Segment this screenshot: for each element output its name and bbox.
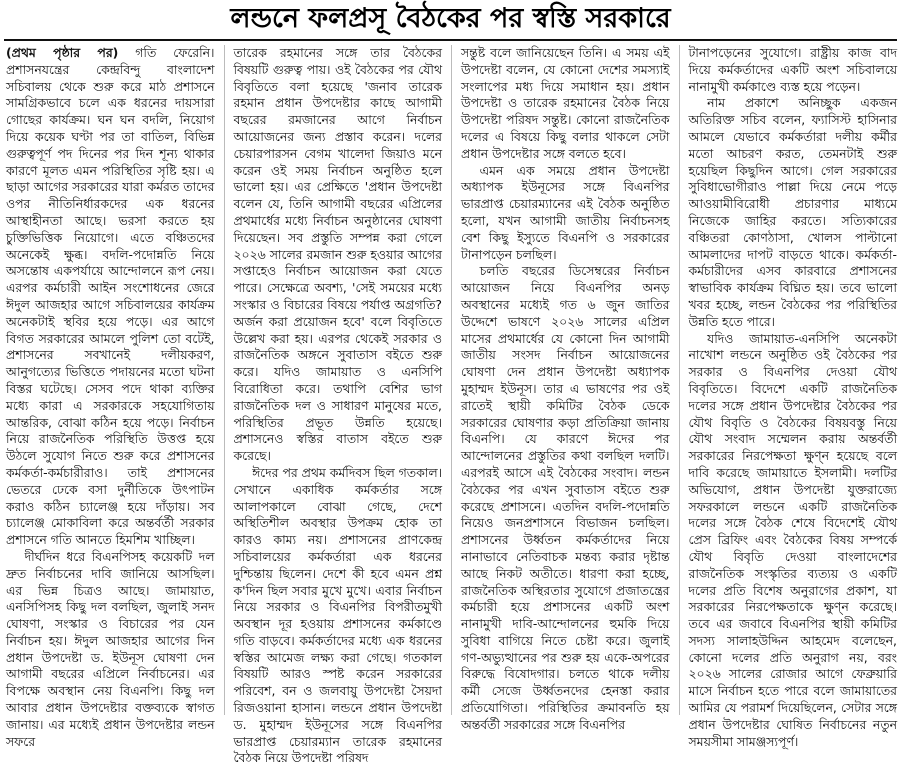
paragraph: নাম প্রকাশে অনিচ্ছুক একজন অতিরিক্ত সচিব বলেন, ফ্যাসিস্ট হাসিনার আমলে যেভাবে কর্মকর্তারা দলীয় কর্মীর মতো আচরণ করত, তেমনটাই শুরু হয়েছিল কিছুদিন আগে। গেল সরকারের সুবিধাভোগীরাও পাল্লা দিয়ে নেমে পড়ে আওয়ামীবিরোধী প্রচারণার মাধ্যমে নিজেকে জাহির করতে। সত্যিকারের বঞ্চিতরা কোণঠাসা, খোলস পাল্টানো আমলাদের দাপট বাড়তে থাকে। কর্মকর্তা-কর্মচারীদের এসব কারবারে প্রশাসনের স্বাভাবিক কার্যক্রম বিঘ্নিত হয়। তবে ভালো খবর হচ্ছে, লন্ডন বৈঠকের পর পরিস্থিতির উন্নতি হতে পারে। xyxy=(688,95,897,329)
column-1 xyxy=(6,45,215,749)
column-divider xyxy=(224,45,225,715)
column-2 xyxy=(233,45,443,766)
paragraph: তারেক রহমানের সঙ্গে তার বৈঠকের বিষয়টি গুরুত্ব পায়। ওই বৈঠকের পর যৌথ বিবৃতিতে বলা হয়েছে 'জনাব তারেক রহমান প্রধান উপদেষ্টার কাছে আগামী বছরের রমজানের আগে নির্বাচন আয়োজনের জন্য প্রস্তাব করেন। দলের চেয়ারপারসন বেগম খালেদা জিয়াও মনে করেন ওই সময় নির্বাচন অনুষ্ঠিত হলে ভালো হয়। এর প্রেক্ষিতে 'প্রধান উপদেষ্টা বলেন যে, তিনি আগামী বছরের এপ্রিলের প্রথমার্ধের মধ্যে নির্বাচন অনুষ্ঠানের ঘোষণা দিয়েছেন। সব প্রস্তুতি সম্পন্ন করা গেলে ২০২৬ সালের রমজান শুরু হওয়ার আগের সপ্তাহেও নির্বাচন আয়োজন করা যেতে পারে। সেক্ষেত্রে অবশ্য, 'সেই সময়ের মধ্যে সংস্কার ও বিচারের বিষয়ে পর্যাপ্ত অগ্রগতি? অর্জন করা প্রয়োজন হবে' বলে বিবৃতিতে উল্লেখ করা হয়। এরপর থেকেই সরকার ও রাজনৈতিক অঙ্গনে সুবাতাস বইতে শুরু করে। যদিও জামায়াত ও এনসিপি বিরোধিতা করে। তথাপি বেশির ভাগ রাজনৈতিক দল ও সাধারণ মানুষের মতে, পরিস্থিতির প্রভূত উন্নতি হয়েছে। প্রশাসনেও স্বস্তির বাতাস বইতে শুরু করেছে। xyxy=(233,45,442,464)
paragraph: সন্তুষ্ট বলে জানিয়েছেন তিনি। এ সময় এই উপদেষ্টা বলেন, যে কোনো দেশের সমস্যাই সংলাপের মধ্য দিয়ে সমাধান হয়। প্রধান উপদেষ্টা ও তারেক রহমানের বৈঠক নিয়ে উপদেষ্টা পরিষদ সন্তুষ্ট। কোনো রাজনৈতিক দলের এ বিষয়ে কিছু বলার থাকলে সেটা প্রধান উপদেষ্টার সঙ্গে বলতে হবে। xyxy=(461,45,670,161)
paragraph: টানাপড়েনের সুযোগে। রাষ্ট্রীয় কাজ বাদ দিয়ে কর্মকর্তাদের একটি অংশ সচিবালয়ে নানামুখী কর্মকাণ্ডে ব্যস্ত হয়ে পড়েন। xyxy=(688,45,897,94)
headline-rule xyxy=(4,39,897,41)
paragraph: যদিও জামায়াত-এনসিপি অনেকটা নাখোশ লন্ডনে অনুষ্ঠিত ওই বৈঠকের পর সরকার ও বিএনপির দেওয়া যৌথ বিবৃতিতে। বিদেশে একটি রাজনৈতিক দলের সঙ্গে প্রধান উপদেষ্টার বৈঠকের পর যৌথ বিবৃতি ও বৈঠকের বিষয়বস্তু নিয়ে যৌথ সংবাদ সম্মেলন করায় অন্তর্বর্তী সরকারের নিরপেক্ষতা ক্ষুণ্ন হয়েছে বলে দাবি করেছে জামায়াতে ইসলামী। দলটির অভিযোগ, প্রধান উপদেষ্টা যুক্তরাজ্যে সফরকালে লন্ডনে একটি রাজনৈতিক দলের সঙ্গে বৈঠক শেষে বিদেশেই যৌথ প্রেস ব্রিফিং এবং বৈঠকের বিষয় সম্পর্কে যৌথ বিবৃতি দেওয়া বাংলাদেশের রাজনৈতিক সংস্কৃতির ব্যত্যয় ও একটি দলের প্রতি বিশেষ অনুরাগের প্রকাশ, যা সরকারের নিরপেক্ষতাকে ক্ষুণ্ন করেছে। তবে এর জবাবে বিএনপির স্থায়ী কমিটির সদস্য সালাহউদ্দিন আহমেদ বলেছেন, কোনো দলের প্রতি অনুরাগ নয়, বরং ২০২৬ সালের রোজার আগে ফেব্রুয়ারি মাসে নির্বাচন হতে পারে বলে জামায়াতের আমির যে পরামর্শ দিয়েছিলেন, সেটার সঙ্গে প্রধান উপদেষ্টার ঘোষিত নির্বাচনের নতুন সময়সীমা সামঞ্জস্যপূর্ণ। xyxy=(688,330,897,749)
paragraph: এমন এক সময়ে প্রধান উপদেষ্টা অধ্যাপক ইউনূসের সঙ্গে বিএনপির ভারপ্রাপ্ত চেয়ারম্যানের এই বৈঠক অনুষ্ঠিত হলো, যখন আগামী জাতীয় নির্বাচনসহ বেশ কিছু ইস্যুতে বিএনপি ও সরকারের টানাপড়েন চলছিল। xyxy=(461,162,670,262)
paragraph: ঈদের পর প্রথম কর্মদিবস ছিল গতকাল। সেখানে একাধিক কর্মকর্তার সঙ্গে আলাপকালে বোঝা গেছে, দেশে অস্থিতিশীল অবস্থার উপক্রম হোক তা কারও কাম্য নয়। প্রশাসনের প্রাণকেন্দ্র সচিবালয়ের কর্মকর্তারা এক ধরনের দুশ্চিন্তায় ছিলেন। দেশে কী হবে এমন প্রশ্ন ক'দিন ছিল সবার মুখে মুখে। এবার নির্বাচন নিয়ে সরকার ও বিএনপির বিপরীতমুখী অবস্থান দূর হওয়ায় প্রশাসনের কর্মকাণ্ডে গতি বাড়বে। কর্মকর্তাদের মধ্যে এক ধরনের স্বস্তির আমেজ লক্ষ্য করা গেছে। গতকাল বিষয়টি আরও স্পষ্ট করেন সরকারের পরিবেশ, বন ও জলবায়ু উপদেষ্টা সৈয়দা রিজওয়ানা হাসান। লন্ডনে প্রধান উপদেষ্টা ড. মুহাম্মদ ইউনূসের সঙ্গে বিএনপির ভারপ্রাপ্ত চেয়ারম্যান তারেক রহমানের বৈঠক নিয়ে উপদেষ্টা পরিষদ xyxy=(233,464,442,766)
paragraph xyxy=(6,45,215,549)
continuation-tag: (প্রথম পৃষ্ঠার পর) xyxy=(6,45,119,60)
article-body xyxy=(6,45,897,766)
paragraph-text: গতি ফেরেনি। প্রশাসনযন্ত্রের কেন্দ্রবিন্দু বাংলাদেশ সচিবালয় থেকে শুরু করে মাঠ প্রশাসনে সামগ্রিকভাবে চলে এক ধরনের দায়সারা গোছের কার্যক্রম। ঘন ঘন বদলি, নিয়োগ দিয়ে কয়েক ঘণ্টা পর তা বাতিল, বিভিন্ন গুরুত্বপূর্ণ পদ দিনের পর দিন শূন্য থাকার কারণে মূলত এমন পরিস্থিতির সৃষ্টি হয়। এ ছাড়া আগের সরকারের যারা কর্মরত তাদের ওপর নীতিনির্ধারকদের এক ধরনের আস্থাহীনতা আছে। ভরসা করতে হয় চুক্তিভিত্তিক নিয়োগে। এতে বঞ্চিতদের অনেকেই ক্ষুব্ধ। বদলি-পদোন্নতি নিয়ে অসন্তোষ একপর্যায়ে আন্দোলনে রূপ নেয়। এরপর কর্মচারী আইন সংশোধনের জেরে ঈদুল আজহার আগে সচিবালয়ের কার্যক্রম অনেকটাই স্থবির হয়ে পড়ে। এর আগে বিগত সরকারের আমলে পুলিশ তো বটেই, প্রশাসনের সবখানেই দলীয়করণ, আনুগত্যের ভিত্তিতে পদায়নের মতো ঘটনা বিস্তর ঘটেছে। সেসব পদে থাকা ব্যক্তির মধ্যে কারা এ সরকারকে সহযোগিতায় আন্তরিক, বোঝা কঠিন হয়ে পড়ে। নির্বাচন নিয়ে রাজনৈতিক পরিস্থিতি উত্তপ্ত হয়ে উঠলে সুযোগ নিতে শুরু করে প্রশাসনের কর্মকর্তা-কর্মচারীরাও। তাই প্রশাসনের ভেতরে ঢেকে বসা দুর্নীতিকে উৎপাটন করাও কঠিন চ্যালেঞ্জ হয়ে দাঁড়ায়। সব চ্যালেঞ্জ মোকাবিলা করে অন্তর্বর্তী সরকার প্রশাসনে গতি আনতে হিমশিম খাচ্ছিল। xyxy=(6,45,215,548)
article-headline: লন্ডনে ফলপ্রসূ বৈঠকের পর স্বস্তি সরকারে xyxy=(230,3,671,34)
column-divider xyxy=(451,45,452,715)
column-divider xyxy=(679,45,680,715)
column-3 xyxy=(461,45,670,732)
headline-bar xyxy=(0,0,901,40)
column-4 xyxy=(688,45,898,749)
paragraph: দীর্ঘদিন ধরে বিএনপিসহ কয়েকটি দল দ্রুত নির্বাচনের দাবি জানিয়ে আসছিল। এর ভিন্ন চিত্রও আছে। জামায়াত, এনসিপিসহ কিছু দল বলছিল, জুলাই সনদ ঘোষণা, সংস্কার ও বিচারের পর যেন নির্বাচন হয়। ঈদুল আজহার আগের দিন প্রধান উপদেষ্টা ড. ইউনূস ঘোষণা দেন আগামী বছরের এপ্রিলে নির্বাচনের। এর বিপক্ষে অবস্থান নেয় বিএনপি। কিছু দল আবার প্রধান উপদেষ্টার বক্তব্যকে স্বাগত জানায়। এর মধ্যেই প্রধান উপদেষ্টার লন্ডন সফরে xyxy=(6,548,215,749)
paragraph: চলতি বছরের ডিসেম্বরের নির্বাচন আয়োজন নিয়ে বিএনপির অনড় অবস্থানের মধ্যেই গত ৬ জুন জাতির উদ্দেশে ভাষণে ২০২৬ সালের এপ্রিল মাসের প্রথমার্ধের যে কোনো দিন আগামী জাতীয় সংসদ নির্বাচন আয়োজনের ঘোষণা দেন প্রধান উপদেষ্টা অধ্যাপক মুহাম্মদ ইউনূস। তার এ ভাষণের পর ওই রাতেই স্থায়ী কমিটির বৈঠক ডেকে সরকারের ঘোষণার কড়া প্রতিক্রিয়া জানায় বিএনপি। যে কারণে ঈদের পর আন্দোলনের প্রস্তুতির কথা বলছিল দলটি। এরপরই আসে এই বৈঠকের সংবাদ। লন্ডন বৈঠকের পর এখন সুবাতাস বইতে শুরু করেছে প্রশাসনে। এতদিন বদলি-পদোন্নতি নিয়েও জনপ্রশাসনে বিভাজন চলছিল। প্রশাসনের উর্ধ্বতন কর্মকর্তাদের নিয়ে নানাভাবে নেতিবাচক মন্তব্য করার দৃষ্টান্ত আছে নিকট অতীতে। ধারণা করা হচ্ছে, রাজনৈতিক অস্থিরতার সুযোগে প্রজাতন্ত্রের কর্মচারী হয়ে প্রশাসনের একটি অংশ নানামুখী দাবি-আন্দোলনের হুমকি দিয়ে সুবিধা বাগিয়ে নিতে চেষ্টা করে। জুলাই গণ-অভ্যুত্থানের পর শুরু হয় একে-অপরের বিরুদ্ধে বিষোদগার। চলতে থাকে দলীয় কর্মী সেজে উর্ধ্বতনদের হেনস্তা করার প্রতিযোগিতা। পরিস্থিতির ক্রমাবনতি হয় অন্তর্বর্তী সরকারের সঙ্গে বিএনপির xyxy=(461,263,670,732)
